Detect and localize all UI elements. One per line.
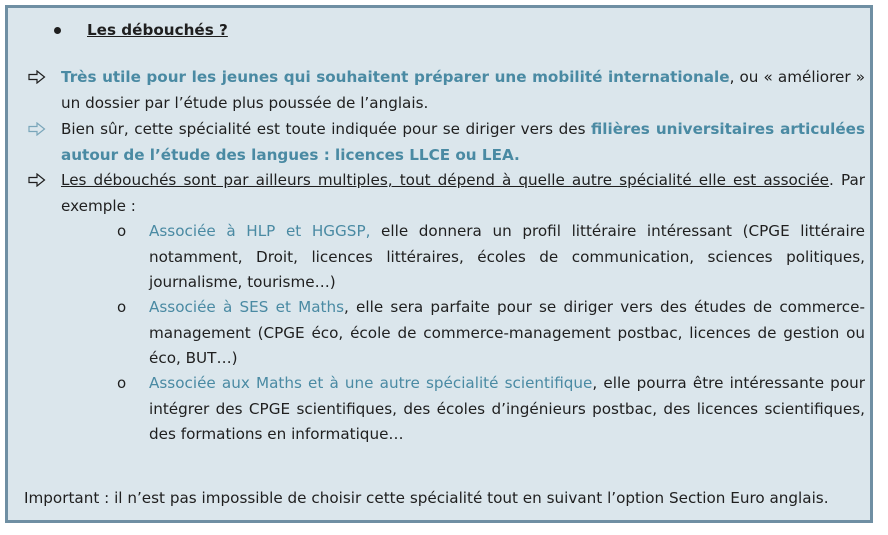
sub-item-ses-maths-highlight: Associée à SES et Maths (149, 298, 345, 316)
outline-arrow-icon (28, 122, 46, 136)
circle-bullet-icon: o (117, 374, 127, 392)
item-mobility-rest: , ou « améliorer » un dossier par l’étude plus poussée de l’anglais. (61, 68, 865, 112)
sub-item-maths-science-rest: , elle pourra être intéressante pour intégrer des CPGE scientifiques, des écoles d’ingénieurs postbac, des licences scientifiques, des formations en informatique… (149, 374, 865, 444)
sub-item-hlp-hggsp-highlight: Associée à HLP et HGGSP, (149, 222, 371, 240)
item-university-highlight: filières universitaires articulées autour de l’étude des langues : licences LLCE ou LEA. (61, 120, 865, 164)
item-mobility (61, 65, 865, 116)
circle-bullet-icon: o (117, 222, 127, 240)
item-mobility-highlight: Très utile pour les jeunes qui souhaitent préparer une mobilité internationale (61, 68, 730, 86)
important-note: Important : il n’est pas impossible de choisir cette spécialité tout en suivant l’option Section Euro anglais. (24, 489, 829, 507)
sub-item-maths-science-highlight: Associée aux Maths et à une autre spécialité scientifique (149, 374, 593, 392)
outline-arrow-icon (28, 70, 46, 84)
item-multiple-outcomes (61, 168, 865, 219)
item-multiple-outcomes-underlined: Les débouchés sont par ailleurs multiples, tout dépend à quelle autre spécialité elle est associée (61, 171, 830, 189)
item-multiple-outcomes-rest: . Par exemple : (61, 171, 865, 215)
sub-item-ses-maths-rest: , elle sera parfaite pour se diriger vers des études de commerce-management (CPGE éco, école de commerce-management postbac, licences de gestion ou éco, BUT…) (149, 298, 865, 368)
sub-item-hlp-hggsp-rest: elle donnera un profil littéraire intéressant (CPGE littéraire notamment, Droit, licences littéraires, écoles de communication, sciences politiques, journalisme, tourisme…) (149, 222, 865, 292)
item-university (61, 117, 865, 168)
section-heading: Les débouchés ? (87, 21, 228, 39)
outline-arrow-icon (28, 173, 46, 187)
sub-item-maths-science (149, 371, 865, 448)
sub-item-ses-maths (149, 295, 865, 372)
item-university-lead: Bien sûr, cette spécialité est toute indiquée pour se diriger vers des (61, 120, 592, 138)
info-panel (5, 5, 873, 523)
bullet-dot-icon (54, 27, 61, 34)
circle-bullet-icon: o (117, 298, 127, 316)
sub-item-hlp-hggsp (149, 219, 865, 296)
